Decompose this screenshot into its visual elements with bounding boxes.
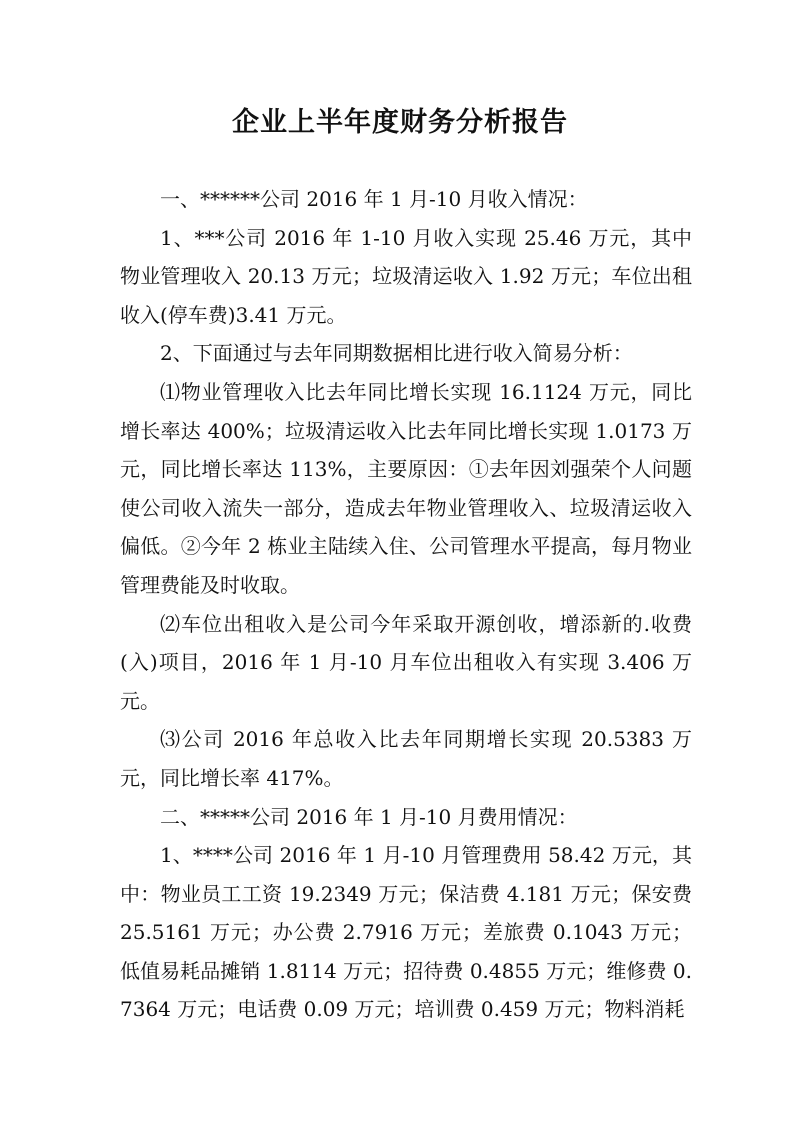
- paragraph-expense-heading: 二、*****公司 2016 年 1 月-10 月费用情况：: [160, 804, 578, 829]
- document-title: 企业上半年度财务分析报告: [232, 107, 568, 138]
- paragraph-income-summary: 1、***公司 2016 年 1-10 月收入实现 25.46 万元，其中物业管理收入 20.13 万元；垃圾清运收入 1.92 万元；车位出租收入(停车费)3.41 万元。: [120, 225, 692, 327]
- paragraph-analysis-total: ⑶公司 2016 年总收入比去年同期增长实现 20.5383 万元，同比增长率 417%。: [120, 727, 692, 790]
- paragraph-income-heading: 一、******公司 2016 年 1 月-10 月收入情况：: [160, 187, 588, 211]
- document-body: [120, 180, 692, 1029]
- paragraph-analysis-intro: 2、下面通过与去年同期数据相比进行收入简易分析：: [160, 341, 633, 366]
- paragraph-expense-detail: 1、****公司 2016 年 1 月-10 月管理费用 58.42 万元，其中：物业员工工资 19.2349 万元；保洁费 4.181 万元；保安费 25.5161 万元；办公费 2.7916 万元；差旅费 0.1043 万元；低值易耗品摊销 1.8114 万元；招待费 0.4855 万元；维修费 0.7364 万元；电话费 0.09 万元；培训费 0.459 万元；物料消耗: [120, 843, 692, 1022]
- paragraph-analysis-parking: ⑵车位出租收入是公司今年采取开源创收，增添新的.收费(入)项目，2016 年 1 月-10 月车位出租收入有实现 3.406 万元。: [120, 611, 692, 713]
- paragraph-analysis-property: ⑴物业管理收入比去年同比增长实现 16.1124 万元，同比增长率达 400%；垃圾清运收入比去年同比增长实现 1.0173 万元，同比增长率达 113%，主要原因：①去年因刘强荣个人问题使公司收入流失一部分，造成去年物业管理收入、垃圾清运收入偏低。②今年 2 栋业主陆续入住、公司管理水平提高，每月物业管理费能及时收取。: [120, 379, 692, 597]
